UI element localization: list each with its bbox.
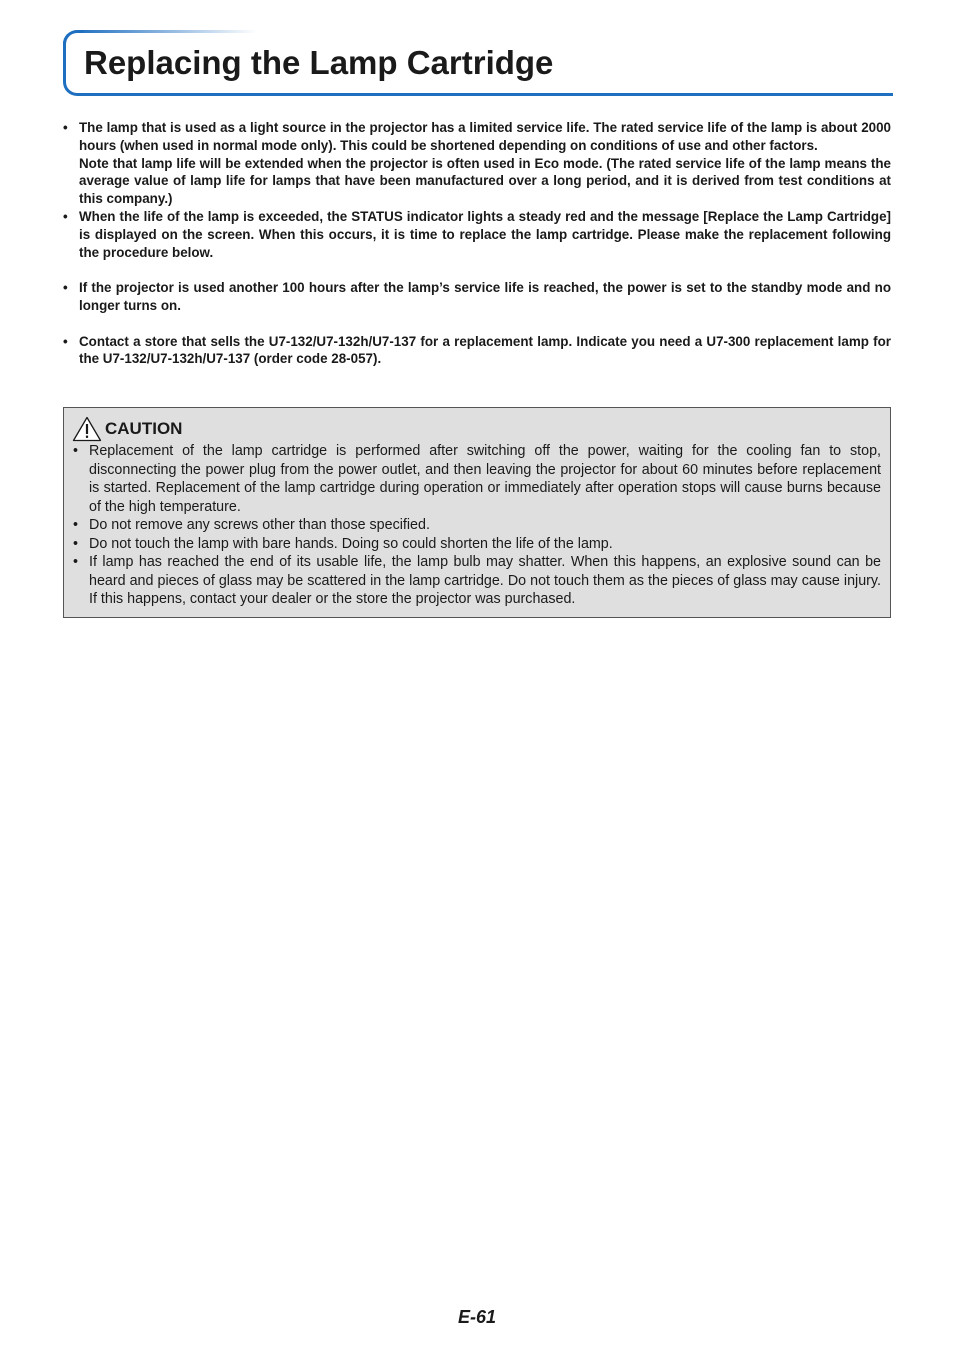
list-item-text: Contact a store that sells the U7-132/U7-132h/U7-137 for a replacement lamp. Indicate you need a U7-300 replacement lamp for the U7-132/U7-132h/U7-137 (order code 28-057). [79, 333, 891, 367]
list-item-text: Do not remove any screws other than those specified. [89, 517, 430, 533]
list-item [63, 208, 891, 261]
page-number: E-61 [457, 1307, 497, 1327]
list-item-text: Replacement of the lamp cartridge is performed after switching off the power, waiting for the cooling fan to stop, disconnecting the power plug from the power outlet, and then leaving the projector for about 60 minutes before replacement is started. Replacement of the lamp cartridge during operation or immediately after operation stops will cause burns because of the high temperature. [89, 443, 881, 515]
title-frame-top-fade [77, 30, 257, 33]
list-item-text: When the life of the lamp is exceeded, the STATUS indicator lights a steady red and the message [Replace the Lamp Cartridge] is displayed on the screen. When this occurs, it is time to replace the lamp cartridge. Please make the replacement following the procedure below. [79, 208, 891, 260]
list-item [73, 535, 881, 554]
title-block [63, 30, 893, 94]
main-bullet-list [63, 119, 891, 368]
list-item-text: If the projector is used another 100 hours after the lamp’s service life is reached, the power is set to the standby mode and no longer turns on. [79, 280, 891, 313]
list-item [73, 553, 881, 609]
list-item [63, 279, 891, 315]
bullet-icon: • [63, 208, 68, 224]
bullet-icon: • [73, 554, 79, 570]
list-item-text: If lamp has reached the end of its usable life, the lamp bulb may shatter. When this happens, an explosive sound can be heard and pieces of glass may be scattered in the lamp cartridge. Do not touch them as the pieces of glass may cause injury. If this happens, contact your dealer or the store the projector was purchased. [89, 554, 881, 607]
warning-triangle-icon [72, 416, 102, 442]
list-item [73, 516, 881, 535]
list-item-text: Do not touch the lamp with bare hands. Doing so could shorten the life of the lamp. [89, 535, 613, 552]
list-item-text: Note that lamp life will be extended when the projector is often used in Eco mode. (The rated service life of the lamp means the average value of lamp life for lamps that have been manufactured over a long period, and it is derived from test conditions at this company.) [79, 155, 891, 207]
page-title: Replacing the Lamp Cartridge [84, 44, 554, 81]
list-item [73, 442, 881, 516]
list-item [63, 333, 891, 369]
bullet-icon: • [63, 333, 68, 349]
list-item-text: The lamp that is used as a light source in the projector has a limited service life. The rated service life of the lamp is about 2000 hours (when used in normal mode only). This could be shortened depending on conditions of use and other factors. [79, 120, 891, 153]
spacer [63, 261, 891, 279]
bullet-icon: • [63, 280, 68, 296]
bullet-icon: • [63, 120, 68, 135]
caution-header [72, 416, 182, 442]
caution-list [73, 442, 881, 609]
caution-title: CAUTION [105, 419, 183, 438]
bullet-icon: • [73, 535, 79, 552]
bullet-icon: • [73, 517, 79, 533]
title-frame-corner [63, 30, 84, 51]
list-item [63, 119, 891, 208]
spacer [63, 315, 891, 333]
bullet-icon: • [73, 443, 79, 459]
caution-box [63, 407, 891, 618]
